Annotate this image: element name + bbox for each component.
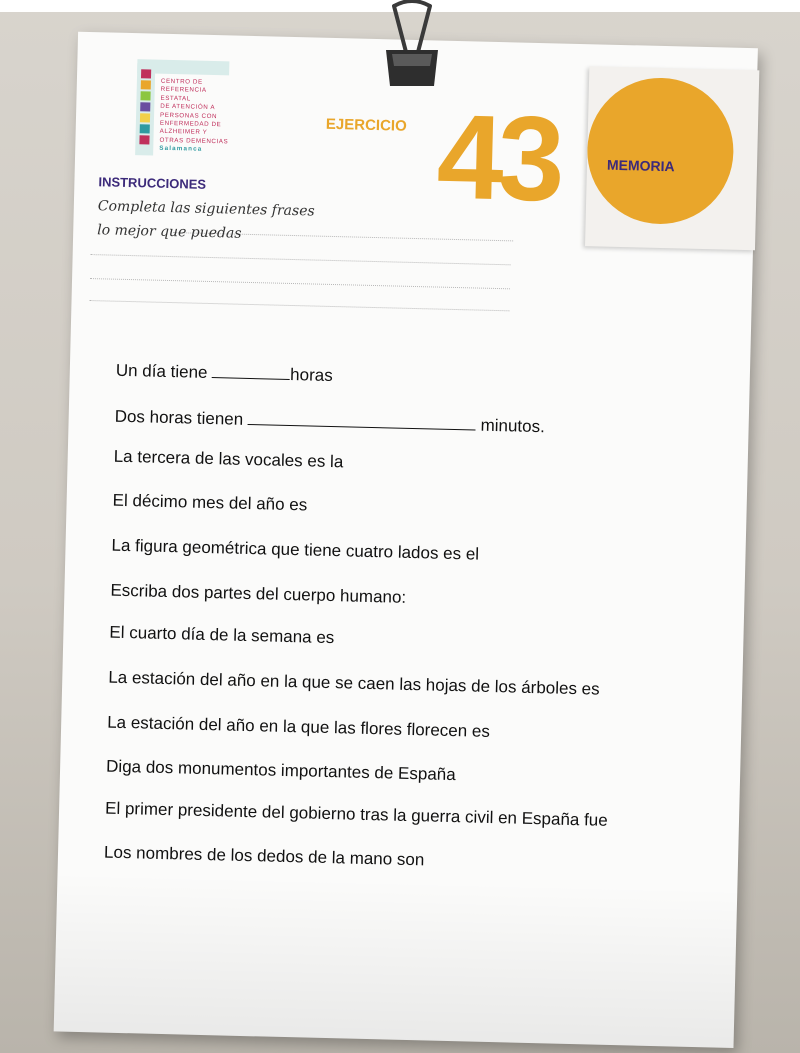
dotted-line	[90, 300, 510, 311]
centro-alzheimer-logo	[135, 59, 237, 161]
ejercicio-label: EJERCICIO	[325, 115, 407, 135]
logo-text-line: CENTRO DE	[160, 77, 203, 86]
answer-blank[interactable]	[248, 424, 476, 431]
logo-text-line: REFERENCIA ESTATAL	[160, 86, 207, 103]
dotted-line	[91, 254, 511, 265]
logo-text-line: ALZHEIMER Y	[159, 128, 208, 137]
question-8: La estación del año en la que se caen las hojas de los árboles es	[108, 667, 600, 699]
logo-city: Salamanca	[159, 144, 203, 154]
question-10: Diga dos monumentos importantes de España	[105, 756, 456, 785]
question-11: El primer presidente del gobierno tras la guerra civil en España fue	[104, 798, 608, 830]
dotted-line	[90, 278, 510, 289]
logo-text-line: DE ATENCIÓN A	[160, 102, 216, 112]
question-7: El cuarto día de la semana es	[109, 622, 335, 648]
worksheet-paper	[54, 32, 758, 1048]
logo-text-line: PERSONAS CON	[160, 111, 218, 120]
category-tab	[585, 66, 759, 250]
logo-text-line: ENFERMEDAD DE	[159, 119, 222, 129]
exercise-number: 43	[435, 89, 561, 227]
question-2: Dos horas tienen minutos.	[114, 406, 546, 437]
binder-clip	[372, 0, 452, 92]
instructions-line-2: lo mejor que puedas	[97, 222, 242, 242]
question-5: La figura geométrica que tiene cuatro lados es el	[111, 535, 480, 564]
question-4: El décimo mes del año es	[112, 490, 308, 515]
instructions-line-1: Completa las siguientes frases	[97, 198, 315, 220]
question-9: La estación del año en la que las flores florecen es	[107, 712, 491, 741]
question-12: Los nombres de los dedos de la mano son	[103, 842, 425, 870]
question-3: La tercera de las vocales es la	[113, 446, 344, 472]
logo-text-line: OTRAS DEMENCIAS	[159, 136, 229, 146]
category-label: MEMORIA	[606, 156, 675, 175]
question-6: Escriba dos partes del cuerpo humano:	[110, 580, 407, 607]
category-circle	[586, 76, 736, 226]
answer-blank[interactable]	[212, 377, 290, 380]
instructions-title: INSTRUCCIONES	[98, 174, 207, 192]
question-1: Un día tiene horas	[115, 360, 333, 386]
